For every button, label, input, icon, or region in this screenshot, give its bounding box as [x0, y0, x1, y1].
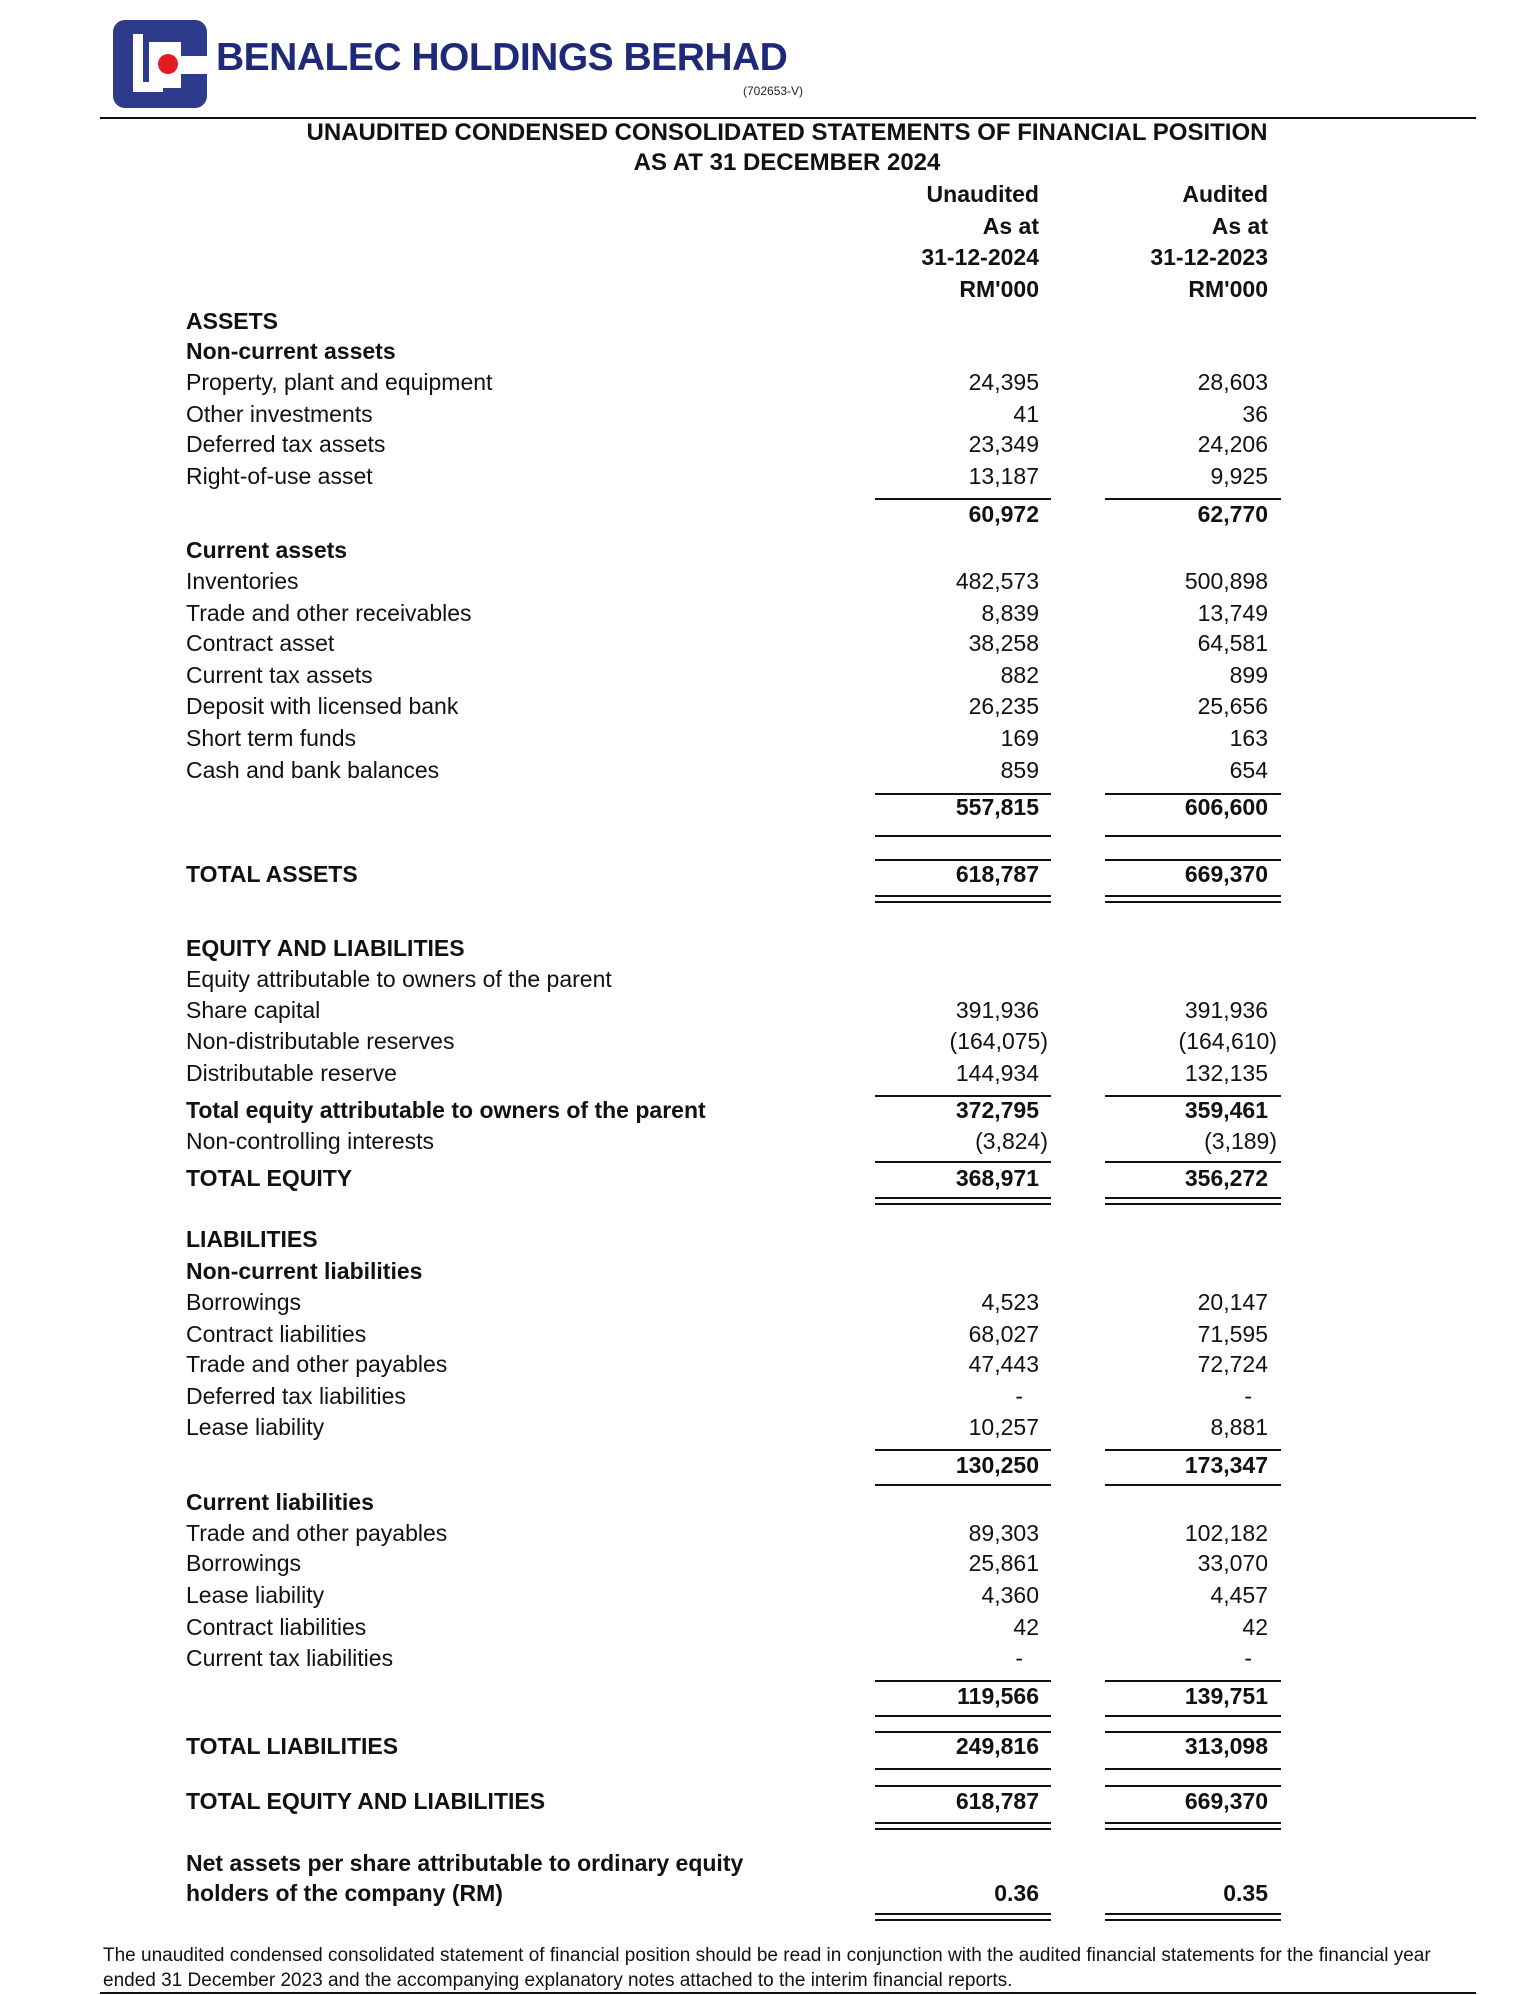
row-value-2024: 169	[1000, 725, 1039, 751]
section-equity-and-liabilities: EQUITY AND LIABILITIES	[186, 935, 465, 961]
row-value-2023: 25,656	[1197, 693, 1268, 719]
nav-per-share-2023: 0.35	[1223, 1880, 1268, 1906]
subtotal-rule	[1105, 498, 1281, 500]
row-label: Trade and other receivables	[186, 600, 472, 626]
statement-date: AS AT 31 DECEMBER 2024	[633, 149, 941, 176]
statement-title: UNAUDITED CONDENSED CONSOLIDATED STATEMENTS OF FINANCIAL POSITION	[306, 119, 1268, 146]
row-value-2023: 391,936	[1184, 997, 1268, 1023]
double-rule	[875, 1913, 1051, 1921]
row-value-2024: 41	[1013, 401, 1039, 427]
subtotal-rule	[875, 498, 1051, 500]
row-label: Non-distributable reserves	[186, 1028, 455, 1054]
total-rule	[875, 1768, 1051, 1770]
row-value-2023: 8,881	[1210, 1414, 1268, 1440]
nav-per-share-2024: 0.36	[994, 1880, 1039, 1906]
footer-divider	[100, 1992, 1476, 1994]
row-value-2023: -	[1244, 1383, 1252, 1409]
row-value-2023: 72,724	[1197, 1351, 1268, 1377]
row-value-2024: 23,349	[968, 431, 1039, 457]
row-label: Distributable reserve	[186, 1060, 397, 1086]
row-label: Non-controlling interests	[186, 1128, 435, 1154]
subtotal-rule	[1105, 1715, 1281, 1717]
subtotal-2024: 130,250	[955, 1452, 1039, 1478]
row-label: Current tax assets	[186, 662, 373, 688]
row-value-2024: 38,258	[968, 630, 1039, 656]
double-rule	[875, 1822, 1051, 1830]
row-label: Short term funds	[186, 725, 357, 751]
section-non-current-liabilities: Non-current liabilities	[186, 1258, 423, 1284]
row-value-2024: 8,839	[981, 600, 1039, 626]
row-value-2024: 482,573	[955, 568, 1039, 594]
row-value-2024: 47,443	[968, 1351, 1039, 1377]
double-rule	[1105, 1822, 1281, 1830]
subtotal-rule	[875, 835, 1051, 837]
row-value-2023: 500,898	[1184, 568, 1268, 594]
subtotal-2024: 557,815	[955, 794, 1039, 820]
row-value-2023: 4,457	[1210, 1582, 1268, 1608]
total-assets-2024: 618,787	[955, 861, 1039, 887]
total-equity-and-liabilities-label: TOTAL EQUITY AND LIABILITIES	[186, 1788, 546, 1814]
row-label: Right-of-use asset	[186, 463, 373, 489]
col1-date: 31-12-2024	[921, 244, 1039, 270]
total-assets-label: TOTAL ASSETS	[186, 861, 358, 887]
subtotal-rule	[875, 1161, 1051, 1163]
section-equity-attributable: Equity attributable to owners of the parent	[186, 966, 612, 992]
col2-status: Audited	[1182, 181, 1268, 207]
row-value-2023: 64,581	[1197, 630, 1268, 656]
col2-as-at: As at	[1211, 213, 1268, 239]
subtotal-rule	[1105, 835, 1281, 837]
row-value-2024: 882	[1000, 662, 1039, 688]
row-value-2024: 144,934	[955, 1060, 1039, 1086]
row-label: Borrowings	[186, 1550, 302, 1576]
nav-per-share-label-line2: holders of the company (RM)	[186, 1880, 503, 1906]
subtotal-2024: 119,566	[957, 1683, 1039, 1709]
subtotal-2023: 606,600	[1184, 794, 1268, 820]
row-label: Contract liabilities	[186, 1321, 367, 1347]
subtotal-rule	[1105, 1680, 1281, 1682]
row-value-2023: 163	[1229, 725, 1268, 751]
section-liabilities: LIABILITIES	[186, 1226, 318, 1252]
row-label: Contract asset	[186, 630, 335, 656]
row-label: Trade and other payables	[186, 1520, 448, 1546]
footnote: The unaudited condensed consolidated statement of financial position should be read in conjunction with the audited financial statements for the financial year ended 31 December 2023 and the accompanying explanatory notes attached to the interim financial reports.	[103, 1945, 1431, 1991]
subtotal-2024: 60,972	[968, 501, 1039, 527]
total-liabilities-label: TOTAL LIABILITIES	[186, 1733, 399, 1759]
row-value-2023: (164,610)	[1178, 1028, 1277, 1054]
row-value-2024: (3,824)	[975, 1128, 1048, 1154]
row-label: Property, plant and equipment	[186, 369, 493, 395]
row-label: Trade and other payables	[186, 1351, 448, 1377]
row-value-2023: 132,135	[1184, 1060, 1268, 1086]
total-equity-attr-label: Total equity attributable to owners of the parent	[186, 1097, 706, 1123]
row-value-2023: -	[1244, 1645, 1252, 1671]
row-value-2023: 33,070	[1197, 1550, 1268, 1576]
row-value-2024: -	[1015, 1645, 1023, 1671]
row-label: Borrowings	[186, 1289, 302, 1315]
row-value-2024: 26,235	[968, 693, 1039, 719]
section-non-current-assets: Non-current assets	[186, 338, 396, 364]
total-equity-and-liabilities-2023: 669,370	[1184, 1788, 1268, 1814]
section-current-liabilities: Current liabilities	[186, 1489, 374, 1515]
row-value-2023: 36	[1242, 401, 1268, 427]
row-value-2023: (3,189)	[1204, 1128, 1277, 1154]
row-value-2023: 899	[1229, 662, 1268, 688]
subtotal-rule	[1105, 1161, 1281, 1163]
row-value-2024: 391,936	[955, 997, 1039, 1023]
row-value-2023: 42	[1242, 1614, 1268, 1640]
total-equity-attr-2023: 359,461	[1184, 1097, 1268, 1123]
row-label: Current tax liabilities	[186, 1645, 394, 1671]
col1-status: Unaudited	[926, 181, 1039, 207]
subtotal-2023: 62,770	[1197, 501, 1268, 527]
subtotal-2023: 139,751	[1184, 1683, 1268, 1709]
subtotal-rule	[875, 1715, 1051, 1717]
total-liabilities-2023: 313,098	[1184, 1733, 1268, 1759]
subtotal-rule	[1105, 1484, 1281, 1486]
row-value-2023: 20,147	[1197, 1289, 1268, 1315]
row-value-2024: 4,523	[981, 1289, 1039, 1315]
row-value-2024: 24,395	[968, 369, 1039, 395]
row-value-2024: 42	[1013, 1614, 1039, 1640]
total-equity-attr-2024: 372,795	[955, 1097, 1039, 1123]
row-value-2024: 68,027	[968, 1321, 1039, 1347]
row-value-2023: 9,925	[1210, 463, 1268, 489]
col2-date: 31-12-2023	[1150, 244, 1268, 270]
total-equity-2023: 356,272	[1184, 1165, 1268, 1191]
row-label: Lease liability	[186, 1414, 325, 1440]
double-rule	[1105, 895, 1281, 903]
subtotal-rule	[875, 1484, 1051, 1486]
row-label: Inventories	[186, 568, 299, 594]
row-value-2024: 25,861	[968, 1550, 1039, 1576]
section-assets: ASSETS	[186, 308, 279, 334]
subtotal-2023: 173,347	[1184, 1452, 1268, 1478]
row-label: Deferred tax assets	[186, 431, 386, 457]
row-value-2023: 13,749	[1197, 600, 1268, 626]
row-value-2024: 4,360	[981, 1582, 1039, 1608]
double-rule	[875, 1197, 1051, 1205]
col2-unit: RM'000	[1188, 276, 1268, 302]
total-equity-label: TOTAL EQUITY	[186, 1165, 353, 1191]
row-value-2024: -	[1015, 1383, 1023, 1409]
row-label: Share capital	[186, 997, 321, 1023]
row-value-2023: 102,182	[1184, 1520, 1268, 1546]
row-label: Lease liability	[186, 1582, 325, 1608]
row-label: Cash and bank balances	[186, 757, 440, 783]
row-value-2024: 13,187	[968, 463, 1039, 489]
total-equity-2024: 368,971	[955, 1165, 1039, 1191]
subtotal-rule	[875, 1680, 1051, 1682]
total-rule	[1105, 1768, 1281, 1770]
subtotal-rule	[1105, 1449, 1281, 1451]
row-value-2023: 71,595	[1197, 1321, 1268, 1347]
total-rule	[1105, 1785, 1281, 1787]
row-value-2024: 10,257	[968, 1414, 1039, 1440]
total-liabilities-2024: 249,816	[955, 1733, 1039, 1759]
subtotal-rule	[875, 1449, 1051, 1451]
row-value-2023: 28,603	[1197, 369, 1268, 395]
total-equity-and-liabilities-2024: 618,787	[955, 1788, 1039, 1814]
row-label: Deposit with licensed bank	[186, 693, 459, 719]
col1-unit: RM'000	[959, 276, 1039, 302]
row-label: Other investments	[186, 401, 373, 427]
row-label: Deferred tax liabilities	[186, 1383, 406, 1409]
double-rule	[875, 895, 1051, 903]
row-value-2023: 654	[1229, 757, 1268, 783]
nav-per-share-label-line1: Net assets per share attributable to ordinary equity	[186, 1850, 744, 1876]
double-rule	[1105, 1197, 1281, 1205]
row-value-2024: (164,075)	[949, 1028, 1048, 1054]
col1-as-at: As at	[982, 213, 1039, 239]
company-name: BENALEC HOLDINGS BERHAD	[216, 36, 788, 79]
row-label: Contract liabilities	[186, 1614, 367, 1640]
total-rule	[875, 1785, 1051, 1787]
row-value-2023: 24,206	[1197, 431, 1268, 457]
row-value-2024: 859	[1000, 757, 1039, 783]
double-rule	[1105, 1913, 1281, 1921]
section-current-assets: Current assets	[186, 537, 348, 563]
row-value-2024: 89,303	[968, 1520, 1039, 1546]
total-assets-2023: 669,370	[1184, 861, 1268, 887]
registration-number: (702653-V)	[743, 84, 804, 98]
company-logo-icon	[113, 20, 207, 108]
